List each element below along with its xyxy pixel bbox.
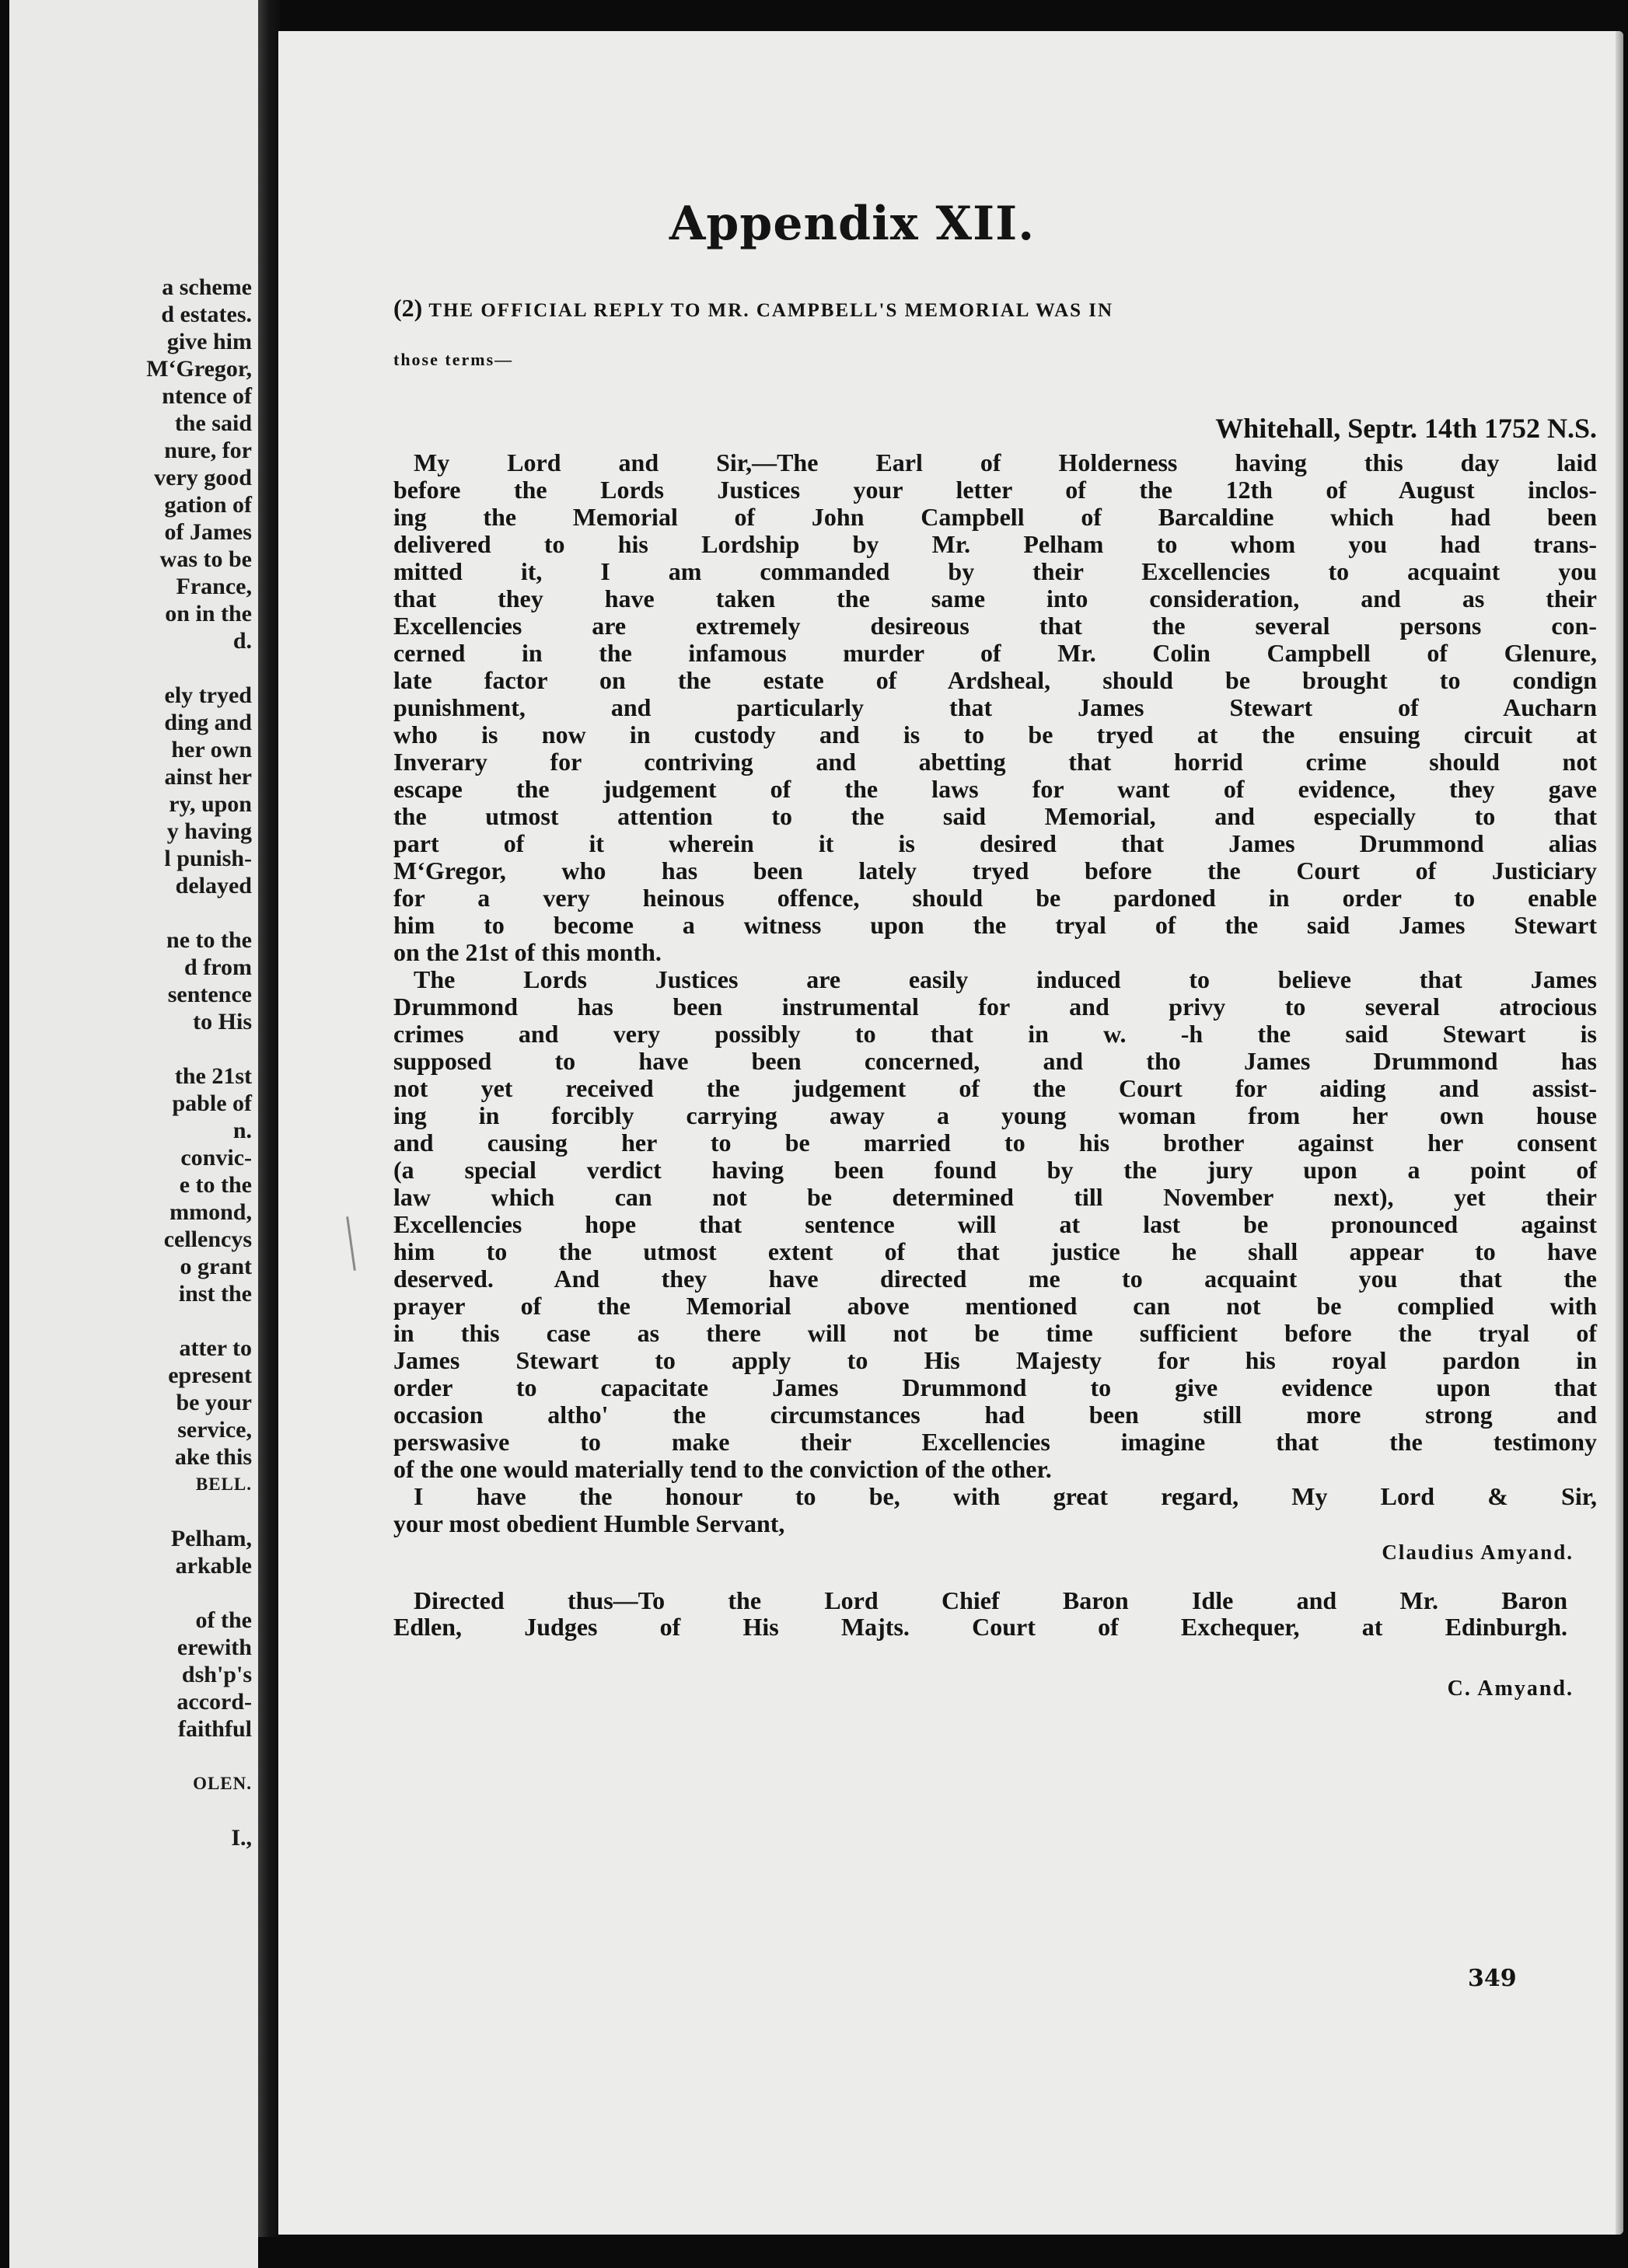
left-page-line: pable of bbox=[172, 1090, 252, 1116]
directed-line: Directed thus—To the Lord Chief Baron Idle and Mr. Baron bbox=[414, 1586, 1567, 1614]
left-page-line: Pelham, bbox=[170, 1526, 252, 1551]
letter-line: punishment, and particularly that James Stewart of Aucharn bbox=[393, 693, 1597, 721]
left-page-line: on in the bbox=[165, 601, 252, 626]
letter-line: late factor on the estate of Ardsheal, should be brought to condign bbox=[393, 666, 1597, 694]
letter-line: for a very heinous offence, should be pardoned in order to enable bbox=[393, 884, 1597, 912]
left-page-line: service, bbox=[177, 1417, 252, 1443]
left-page-line bbox=[6, 654, 252, 682]
left-page-line bbox=[6, 1035, 252, 1062]
page-edge-shadow bbox=[1616, 31, 1623, 2235]
left-page-line: of the bbox=[195, 1607, 252, 1633]
left-page-line: cellencys bbox=[163, 1226, 252, 1252]
closing-initials: C. Amyand. bbox=[1447, 1677, 1574, 1701]
letter-line: that they have taken the same into consideration, and as their bbox=[393, 584, 1597, 612]
left-page-line: give him bbox=[166, 329, 252, 354]
letter-line: escape the judgement of the laws for want of evidence, they gave bbox=[393, 775, 1597, 803]
letter-line: order to capacitate James Drummond to give evidence upon that bbox=[393, 1373, 1597, 1401]
letter-line: prayer of the Memorial above mentioned can not be complied with bbox=[393, 1292, 1597, 1320]
directed-note bbox=[393, 1587, 1567, 1640]
left-page-line bbox=[6, 1307, 252, 1335]
intro-heading bbox=[393, 294, 1583, 325]
left-page-line: ainst her bbox=[164, 764, 252, 790]
left-page-line: o grant bbox=[180, 1254, 252, 1279]
left-page-line: e to the bbox=[179, 1172, 252, 1198]
letter-line: law which can not be determined till November next), yet their bbox=[393, 1183, 1597, 1211]
letter-line: The Lords Justices are easily induced to believe that James bbox=[414, 965, 1597, 993]
letter-line: perswasive to make their Excellencies imagine that the testimony bbox=[393, 1428, 1597, 1456]
left-page-line bbox=[6, 1743, 252, 1770]
left-page-line: faithful bbox=[177, 1716, 252, 1742]
left-page-line: M‘Gregor, bbox=[146, 356, 252, 382]
left-page-line: l punish- bbox=[164, 846, 252, 871]
left-facing-page bbox=[0, 0, 258, 2268]
left-page-line bbox=[6, 1797, 252, 1824]
letter-dateline: Whitehall, Septr. 14th 1752 N.S. bbox=[1215, 413, 1597, 444]
letter-line: of the one would materially tend to the conviction of the other. bbox=[393, 1455, 1052, 1483]
left-page-line: of James bbox=[164, 519, 252, 545]
letter-line: part of it wherein it is desired that James Drummond alias bbox=[393, 829, 1597, 857]
letter-line: him to the utmost extent of that justice he shall appear to have bbox=[393, 1237, 1597, 1265]
left-page-line: ntence of bbox=[162, 383, 252, 409]
letter-line: supposed to have been concerned, and tho James Drummond has bbox=[393, 1047, 1597, 1075]
letter-line: deserved. And they have directed me to acquaint you that the bbox=[393, 1265, 1597, 1293]
left-page-line: be your bbox=[176, 1390, 252, 1415]
left-page-line: ry, upon bbox=[169, 791, 252, 817]
left-page-line bbox=[6, 1498, 252, 1525]
page-number: 349 bbox=[1468, 1965, 1517, 1992]
margin-pencil-mark bbox=[346, 1216, 356, 1271]
left-page-line: was to be bbox=[159, 546, 252, 572]
letter-line: who is now in custody and is to be tryed at the ensuing circuit at bbox=[393, 721, 1597, 748]
left-page-line: d estates. bbox=[161, 302, 252, 327]
letter-line: on the 21st of this month. bbox=[393, 938, 662, 966]
letter-line: Excellencies are extremely desireous that the several persons con- bbox=[393, 612, 1597, 640]
page-title: Appendix XII. bbox=[669, 197, 1036, 251]
left-page-line: her own bbox=[171, 737, 252, 762]
letter-line: and causing her to be married to his brother against her consent bbox=[393, 1129, 1597, 1157]
left-page-line: the 21st bbox=[174, 1063, 252, 1089]
left-page-line: dsh'p's bbox=[181, 1662, 252, 1687]
letter-line: the utmost attention to the said Memorial, and especially to that bbox=[393, 802, 1597, 830]
left-page-line: arkable bbox=[175, 1553, 252, 1579]
letter-line: ing the Memorial of John Campbell of Barcaldine which had been bbox=[393, 503, 1597, 531]
left-page-line: ding and bbox=[164, 710, 252, 735]
intro-continuation: those terms— bbox=[393, 350, 514, 369]
left-page-line: sentence bbox=[167, 982, 252, 1007]
left-page-line bbox=[6, 899, 252, 926]
left-page-line: d from bbox=[184, 954, 252, 980]
left-page-line: atter to bbox=[179, 1335, 252, 1361]
letter-line: M‘Gregor, who has been lately tryed before the Court of Justiciary bbox=[393, 857, 1597, 885]
left-page-line: accord- bbox=[176, 1689, 252, 1715]
left-page-line: epresent bbox=[168, 1363, 252, 1388]
intro-text: THE OFFICIAL REPLY TO MR. CAMPBELL'S MEMORIAL WAS IN bbox=[428, 300, 1114, 321]
letter-line: Excellencies hope that sentence will at last be pronounced against bbox=[393, 1210, 1597, 1238]
letter-line: him to become a witness upon the tryal of the said James Stewart bbox=[393, 911, 1597, 939]
left-page-line: a scheme bbox=[162, 274, 252, 300]
left-page-line: I., bbox=[231, 1825, 252, 1851]
letter-line: James Stewart to apply to His Majesty for his royal pardon in bbox=[393, 1346, 1597, 1374]
letter-line: your most obedient Humble Servant, bbox=[393, 1509, 785, 1537]
left-page-line: ne to the bbox=[166, 927, 252, 953]
left-page-line bbox=[6, 1579, 252, 1607]
directed-line: Edlen, Judges of His Majts. Court of Exchequer, at Edinburgh. bbox=[393, 1613, 1567, 1641]
bottom-scan-border bbox=[258, 2237, 1628, 2268]
left-page-line: convic- bbox=[180, 1145, 252, 1171]
left-page-line: to His bbox=[193, 1009, 252, 1035]
letter-line: I have the honour to be, with great regard, My Lord & Sir, bbox=[414, 1482, 1597, 1510]
main-page bbox=[278, 31, 1623, 2235]
left-page-line: the said bbox=[174, 410, 252, 436]
letter-line: crimes and very possibly to that in w. -h the said Stewart is bbox=[393, 1020, 1597, 1048]
left-page-line: erewith bbox=[176, 1635, 252, 1660]
letter-line: Drummond has been instrumental for and privy to several atrocious bbox=[393, 993, 1597, 1021]
left-page-line: BELL. bbox=[195, 1474, 252, 1494]
left-page-line: d. bbox=[232, 628, 252, 654]
letter-line: cerned in the infamous murder of Mr. Colin Campbell of Glenure, bbox=[393, 639, 1597, 667]
left-page-line: very good bbox=[154, 465, 252, 490]
left-page-line: France, bbox=[176, 574, 252, 599]
letter-line: not yet received the judgement of the Court for aiding and assist- bbox=[393, 1074, 1597, 1102]
left-page-text bbox=[6, 274, 252, 1851]
letter-line: occasion altho' the circumstances had been still more strong and bbox=[393, 1401, 1597, 1429]
left-page-line: nure, for bbox=[164, 438, 252, 463]
left-page-line: mmond, bbox=[169, 1199, 252, 1225]
letter-line: delivered to his Lordship by Mr. Pelham to whom you had trans- bbox=[393, 530, 1597, 558]
intro-number: (2) bbox=[393, 294, 423, 322]
left-page-line: gation of bbox=[164, 492, 252, 518]
letter-line: in this case as there will not be time sufficient before the tryal of bbox=[393, 1319, 1597, 1347]
letter-line: before the Lords Justices your letter of the 12th of August inclos- bbox=[393, 476, 1597, 504]
book-binding-shadow bbox=[258, 0, 280, 2268]
left-page-line: n. bbox=[232, 1118, 252, 1143]
letter-line: My Lord and Sir,—The Earl of Holderness having this day laid bbox=[414, 448, 1597, 476]
letter-line: Inverary for contriving and abetting that horrid crime should not bbox=[393, 748, 1597, 776]
letter-line: mitted it, I am commanded by their Excellencies to acquaint you bbox=[393, 557, 1597, 585]
letter-body bbox=[393, 449, 1597, 1537]
letter-line: ing in forcibly carrying away a young woman from her own house bbox=[393, 1101, 1597, 1129]
left-page-line: y having bbox=[166, 818, 252, 844]
left-page-line: inst the bbox=[178, 1281, 252, 1307]
left-page-line: delayed bbox=[175, 873, 252, 898]
left-page-line: ely tryed bbox=[164, 682, 252, 708]
letter-line: (a special verdict having been found by the jury upon a point of bbox=[393, 1156, 1597, 1184]
left-page-line: ake this bbox=[174, 1444, 252, 1470]
letter-signature: Claudius Amyand. bbox=[1382, 1540, 1574, 1564]
left-page-line: OLEN. bbox=[193, 1774, 252, 1793]
